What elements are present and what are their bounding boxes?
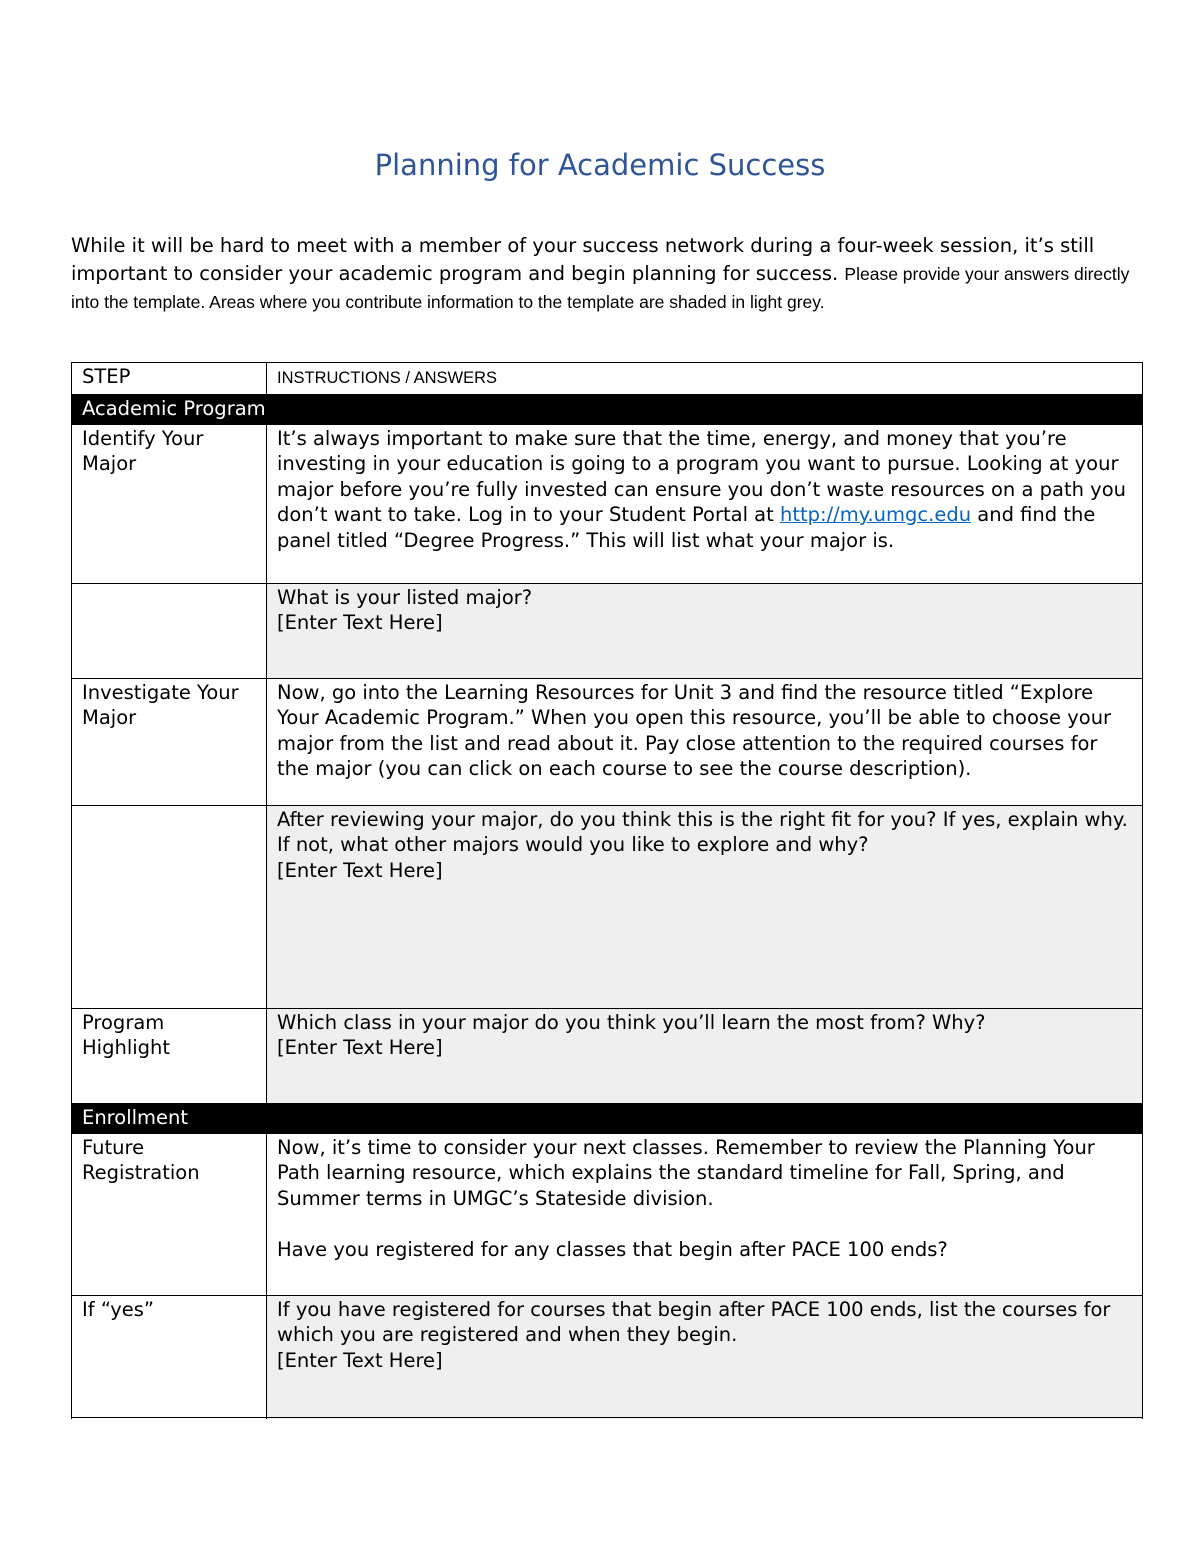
answer-field[interactable]: [Enter Text Here] [277, 611, 443, 634]
table-row [72, 1008, 1143, 1103]
question-text: What is your listed major? [277, 585, 533, 609]
step-label: Identify Your Major [72, 424, 267, 583]
table-row [72, 424, 1143, 583]
header-instructions: INSTRUCTIONS / ANSWERS [267, 363, 1143, 395]
answer-cell[interactable] [267, 583, 1143, 678]
table-row [72, 805, 1143, 1008]
header-step: STEP [72, 363, 267, 395]
step-label: Future Registration [72, 1133, 267, 1295]
step-label-empty [72, 805, 267, 1008]
table-row [72, 1133, 1143, 1295]
step-label: If “yes” [72, 1295, 267, 1419]
page-title: Planning for Academic Success [374, 148, 826, 182]
table-row [72, 583, 1143, 678]
instruction-text: and find the panel titled “Degree Progress.” This will list what your major is. [277, 503, 1096, 552]
table-row [72, 1295, 1143, 1419]
answer-cell[interactable] [267, 1008, 1143, 1103]
table-row [72, 678, 1143, 805]
section-title-enrollment: Enrollment [72, 1103, 1143, 1133]
intro-text: While it will be hard to meet with a member of your success network during a four-week session, it’s still important to consider your academic program and begin planning for success. [71, 234, 1095, 285]
answer-field[interactable]: [Enter Text Here] [277, 858, 443, 882]
section-header-enrollment [72, 1103, 1143, 1133]
step-label-empty [72, 583, 267, 678]
planning-table [71, 362, 1143, 1419]
answer-field[interactable]: [Enter Text Here] [277, 1036, 443, 1059]
section-title-academic: Academic Program [72, 394, 1143, 424]
student-portal-link[interactable]: http://my.umgc.edu [779, 503, 972, 526]
intro-paragraph [71, 232, 1141, 316]
instruction-text: It’s always important to make sure that the time, energy, and money that you’re investing in your education is going to a program you want to pursue. Looking at your major before you’re fully invested can ensure you don’t waste resources on a path you don’t want to take. Log in to your Student Portal at [277, 426, 1126, 526]
question-text: Which class in your major do you think you’ll learn the most from? Why? [277, 1010, 986, 1034]
intro-instructions: Please provide your answers directly into the template. Areas where you contribute information to the template are shaded in light grey. [71, 264, 1130, 312]
table-bottom-border [71, 1417, 1142, 1418]
step-label: Program Highlight [72, 1008, 267, 1103]
table-header-row [72, 363, 1143, 395]
spacer [277, 1211, 1132, 1237]
answer-cell[interactable] [267, 1295, 1143, 1419]
instruction-text: Now, it’s time to consider your next classes. Remember to review the Planning Your Path learning resource, which explains the standard timeline for Fall, Spring, and Summer terms in UMGC’s Stateside division. [277, 1135, 1095, 1210]
answer-cell[interactable] [267, 805, 1143, 1008]
question-text: Have you registered for any classes that begin after PACE 100 ends? [277, 1238, 948, 1261]
section-header-academic [72, 394, 1143, 424]
instruction-cell: Now, go into the Learning Resources for Unit 3 and find the resource titled “Explore Your Academic Program.” When you open this resource, you’ll be able to choose your major from the list and read about it. Pay close attention to the required courses for the major (you can click on each course to see the course description). [267, 678, 1143, 805]
step-label: Investigate Your Major [72, 678, 267, 805]
question-text: If you have registered for courses that begin after PACE 100 ends, list the courses for which you are registered and when they begin. [277, 1297, 1111, 1346]
question-text: After reviewing your major, do you think this is the right fit for you? If yes, explain why. If not, what other majors would you like to explore and why? [277, 807, 1128, 856]
instruction-cell [267, 1133, 1143, 1295]
instruction-cell [267, 424, 1143, 583]
answer-field[interactable]: [Enter Text Here] [277, 1348, 443, 1372]
